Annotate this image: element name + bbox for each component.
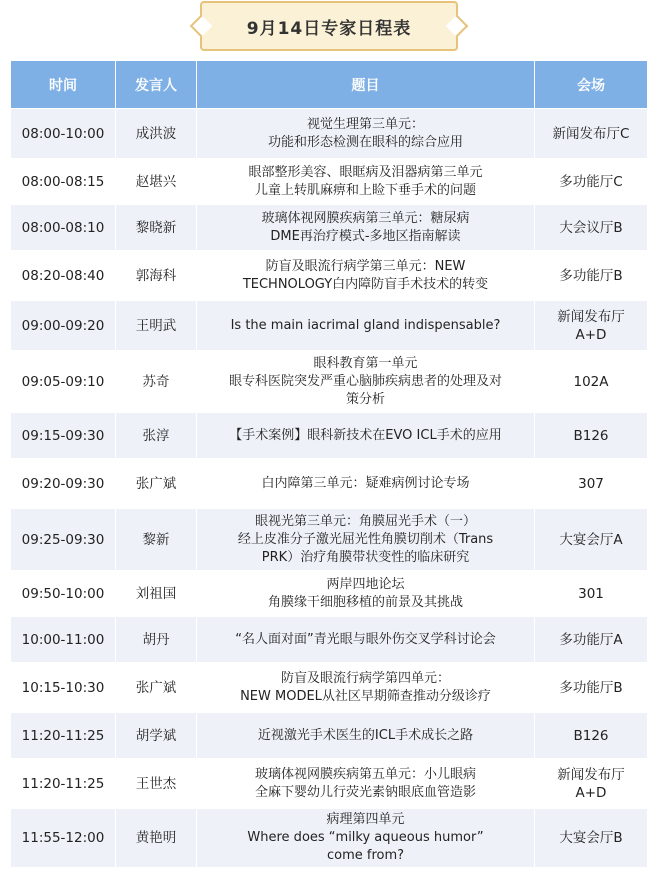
topic-line: 病理第四单元 — [326, 812, 405, 827]
cell-time: 11:20-11:25 — [11, 759, 116, 809]
table-row — [11, 617, 648, 663]
venue-line: 多功能厅C — [559, 173, 623, 190]
table-row — [11, 251, 648, 301]
venue-line: 新闻发布厅 — [557, 308, 625, 325]
header-venue: 会场 — [535, 61, 648, 109]
topic-line: Where does “milky aqueous humor” — [247, 830, 484, 845]
venue-line: 新闻发布厅 — [557, 766, 625, 783]
venue-line: 新闻发布厅C — [552, 125, 630, 142]
cell-time: 10:00-11:00 — [11, 617, 116, 663]
cell-topic — [197, 617, 535, 663]
topic-line: NEW MODEL从社区早期筛查推动分级诊疗 — [240, 688, 491, 704]
cell-speaker: 胡丹 — [116, 617, 197, 663]
cell-venue — [535, 571, 648, 617]
venue-line: B126 — [573, 427, 609, 444]
venue-line: 大宴会厅B — [559, 830, 623, 846]
table-row — [11, 159, 648, 205]
cell-topic — [197, 713, 535, 759]
venue-line: 大宴会厅A — [559, 531, 623, 548]
topic-line: Is the main iacrimal gland indispensable? — [230, 317, 501, 333]
venue-line: A+D — [575, 326, 607, 343]
cell-topic — [197, 351, 535, 413]
cell-time: 08:00-08:15 — [11, 159, 116, 205]
cell-venue — [535, 509, 648, 571]
table-row — [11, 459, 648, 509]
header-topic: 题目 — [197, 61, 535, 109]
cell-topic — [197, 571, 535, 617]
topic-line: 眼视光第三单元：角膜屈光手术（一） — [254, 513, 476, 529]
cell-speaker: 张淳 — [116, 413, 197, 459]
topic-line: PRK）治疗角膜带状变性的临床研究 — [261, 549, 470, 565]
cell-time: 09:20-09:30 — [11, 459, 116, 509]
topic-line: 防盲及眼流行病学第四单元： — [280, 670, 450, 686]
page-title: 9月14日专家日程表 — [246, 18, 412, 39]
cell-topic — [197, 159, 535, 205]
topic-line: 视觉生理第三单元： — [306, 116, 424, 132]
table-row — [11, 809, 648, 868]
venue-line: 大会议厅B — [559, 219, 623, 236]
table-header — [11, 61, 648, 109]
topic-line: 眼部整形美容、眼眶病及泪器病第三单元 — [248, 164, 483, 180]
table-row — [11, 351, 648, 413]
cell-time: 09:25-09:30 — [11, 509, 116, 571]
topic-line: 近视激光手术医生的ICL手术成长之路 — [257, 727, 474, 743]
cell-speaker: 胡学斌 — [116, 713, 197, 759]
title-badge — [200, 1, 458, 51]
cell-venue — [535, 159, 648, 205]
cell-venue — [535, 301, 648, 351]
cell-topic — [197, 809, 535, 868]
cell-speaker: 王明武 — [116, 301, 197, 351]
table-row — [11, 413, 648, 459]
topic-line: 眼科教育第一单元 — [313, 355, 418, 371]
cell-time: 10:15-10:30 — [11, 663, 116, 713]
cell-venue — [535, 617, 648, 663]
cell-time: 09:05-09:10 — [11, 351, 116, 413]
venue-line: 多功能厅B — [559, 267, 623, 284]
table-row — [11, 109, 648, 159]
cell-venue — [535, 251, 648, 301]
topic-line: 角膜缘干细胞移植的前景及其挑战 — [267, 594, 463, 610]
cell-venue — [535, 663, 648, 713]
table-row — [11, 663, 648, 713]
table-row — [11, 205, 648, 251]
topic-line: DME再治疗模式-多地区指南解读 — [270, 228, 461, 244]
venue-line: 307 — [578, 475, 604, 492]
venue-line: A+D — [575, 784, 607, 801]
cell-venue — [535, 459, 648, 509]
table-row — [11, 509, 648, 571]
topic-line: 眼专科医院突发严重心脑肺疾病患者的处理及对 — [228, 373, 502, 389]
cell-time: 09:00-09:20 — [11, 301, 116, 351]
header-time: 时间 — [11, 61, 116, 109]
cell-topic — [197, 251, 535, 301]
table-row — [11, 301, 648, 351]
title-banner — [0, 0, 655, 58]
cell-topic — [197, 759, 535, 809]
header-row — [11, 61, 648, 109]
topic-line: “名人面对面”青光眼与眼外伤交叉学科讨论会 — [235, 631, 496, 647]
table-row — [11, 713, 648, 759]
cell-speaker: 张广斌 — [116, 663, 197, 713]
cell-speaker: 郭海科 — [116, 251, 197, 301]
cell-time: 11:55-12:00 — [11, 809, 116, 868]
cell-topic — [197, 301, 535, 351]
topic-line: 儿童上转肌麻痹和上睑下垂手术的问题 — [254, 182, 476, 198]
cell-speaker: 苏奇 — [116, 351, 197, 413]
topic-line: 白内障第三单元：疑难病例讨论专场 — [261, 475, 470, 491]
venue-line: 301 — [578, 585, 604, 602]
table-row — [11, 571, 648, 617]
header-speaker: 发言人 — [116, 61, 197, 109]
cell-time: 08:00-10:00 — [11, 109, 116, 159]
venue-line: 多功能厅B — [559, 679, 623, 696]
cell-time: 09:50-10:00 — [11, 571, 116, 617]
cell-venue — [535, 713, 648, 759]
table-row — [11, 759, 648, 809]
venue-line: 多功能厅A — [559, 631, 623, 648]
cell-time: 08:00-08:10 — [11, 205, 116, 251]
cell-speaker: 黄艳明 — [116, 809, 197, 868]
cell-venue — [535, 809, 648, 868]
cell-topic — [197, 663, 535, 713]
cell-speaker: 刘祖国 — [116, 571, 197, 617]
topic-line: 玻璃体视网膜疾病第五单元：小儿眼病 — [254, 766, 476, 782]
cell-time: 11:20-11:25 — [11, 713, 116, 759]
cell-venue — [535, 109, 648, 159]
cell-venue — [535, 205, 648, 251]
cell-topic — [197, 459, 535, 509]
topic-line: 策分析 — [345, 391, 385, 407]
cell-speaker: 王世杰 — [116, 759, 197, 809]
cell-time: 08:20-08:40 — [11, 251, 116, 301]
cell-time: 09:15-09:30 — [11, 413, 116, 459]
cell-speaker: 张广斌 — [116, 459, 197, 509]
venue-line: B126 — [573, 727, 609, 744]
cell-venue — [535, 351, 648, 413]
schedule-table — [10, 60, 648, 868]
cell-topic — [197, 509, 535, 571]
topic-line: 经上皮准分子激光屈光性角膜切削术（Trans — [237, 531, 494, 547]
cell-speaker: 黎晓新 — [116, 205, 197, 251]
topic-line: 两岸四地论坛 — [326, 576, 405, 592]
cell-venue — [535, 759, 648, 809]
topic-line: 【手术案例】眼科新技术在EVO ICL手术的应用 — [229, 427, 502, 443]
topic-line: come from? — [326, 848, 405, 863]
table-body — [11, 109, 648, 868]
cell-topic — [197, 205, 535, 251]
cell-speaker: 成洪波 — [116, 109, 197, 159]
cell-venue — [535, 413, 648, 459]
topic-line: 防盲及眼流行病学第三单元：NEW — [265, 258, 466, 274]
topic-line: 玻璃体视网膜疾病第三单元：糖尿病 — [261, 210, 470, 226]
cell-topic — [197, 413, 535, 459]
cell-topic — [197, 109, 535, 159]
topic-line: TECHNOLOGY白内障防盲手术技术的转变 — [242, 276, 489, 292]
cell-speaker: 黎新 — [116, 509, 197, 571]
venue-line: 102A — [573, 373, 609, 390]
topic-line: 全麻下婴幼儿行荧光素钠眼底血管造影 — [254, 784, 476, 800]
topic-line: 功能和形态检测在眼科的综合应用 — [267, 134, 463, 150]
cell-speaker: 赵堪兴 — [116, 159, 197, 205]
